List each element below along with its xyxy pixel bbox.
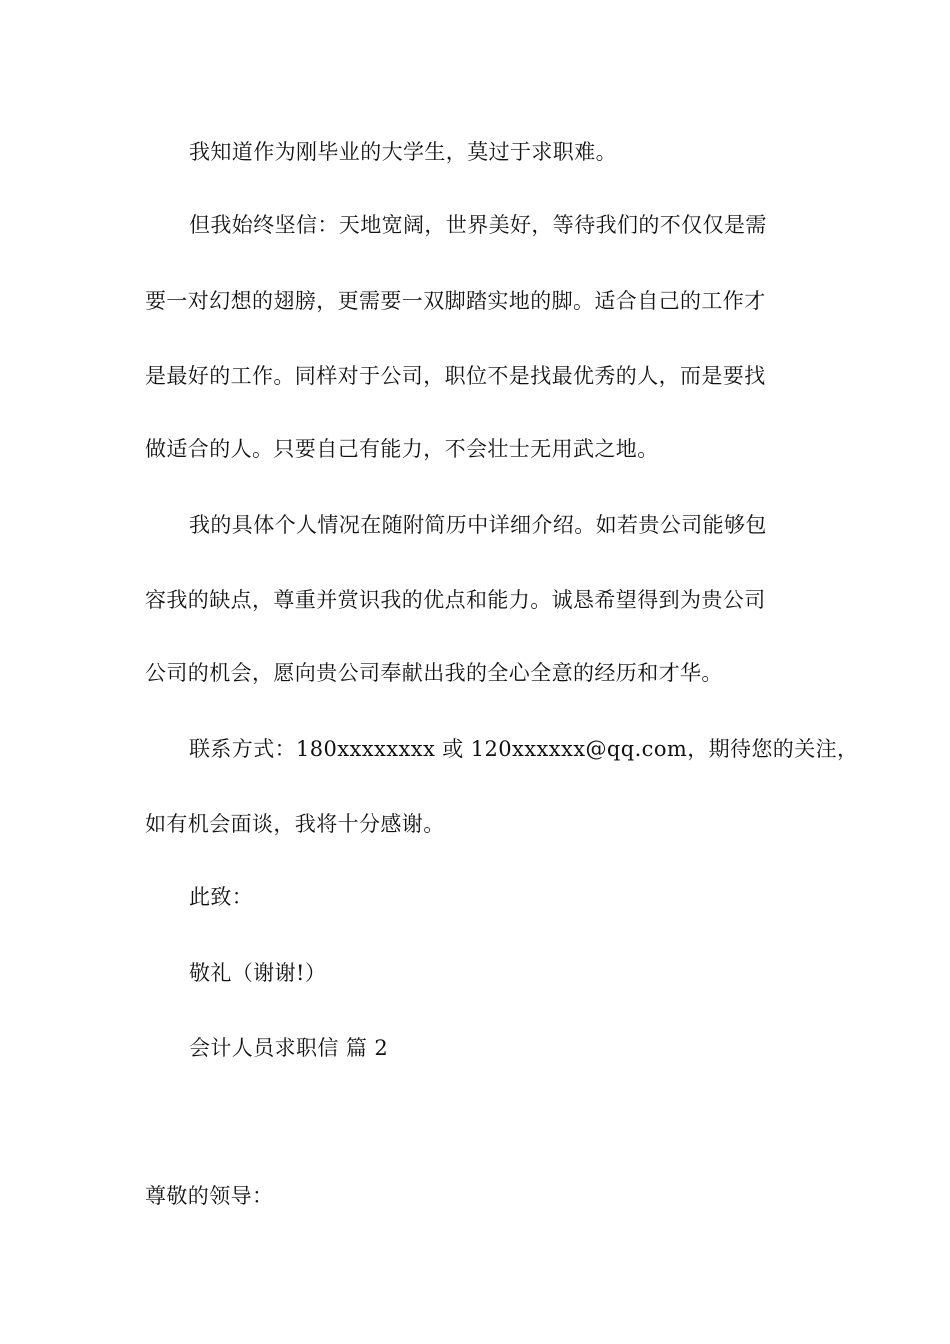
paragraph-line: 容我的缺点，尊重并赏识我的优点和能力。诚恳希望得到为贵公司 xyxy=(145,588,766,612)
paragraph-line: 公司的机会，愿向贵公司奉献出我的全心全意的经历和才华。 xyxy=(145,661,723,685)
paragraph-line: 做适合的人。只要自己有能力，不会壮士无用武之地。 xyxy=(145,437,659,461)
salutation: 尊敬的领导： xyxy=(145,1184,274,1208)
closing-line: 敬礼（谢谢!） xyxy=(189,961,327,985)
paragraph-line: 我知道作为刚毕业的大学生，莫过于求职难。 xyxy=(189,140,617,164)
paragraph-line: 但我始终坚信：天地宽阔，世界美好，等待我们的不仅仅是需 xyxy=(189,213,767,237)
contact-line: 联系方式：180xxxxxxxx 或 120xxxxxx@qq.com，期待您的关注， xyxy=(189,737,859,761)
closing-line: 此致： xyxy=(189,885,254,909)
paragraph-line: 要一对幻想的翅膀，更需要一双脚踏实地的脚。适合自己的工作才 xyxy=(145,289,766,313)
paragraph-line: 如有机会面谈，我将十分感谢。 xyxy=(145,812,445,836)
paragraph-line: 是最好的工作。同样对于公司，职位不是找最优秀的人，而是要找 xyxy=(145,364,766,388)
paragraph-line: 我的具体个人情况在随附简历中详细介绍。如若贵公司能够包 xyxy=(189,513,767,537)
section-heading: 会计人员求职信 篇 2 xyxy=(189,1036,389,1060)
